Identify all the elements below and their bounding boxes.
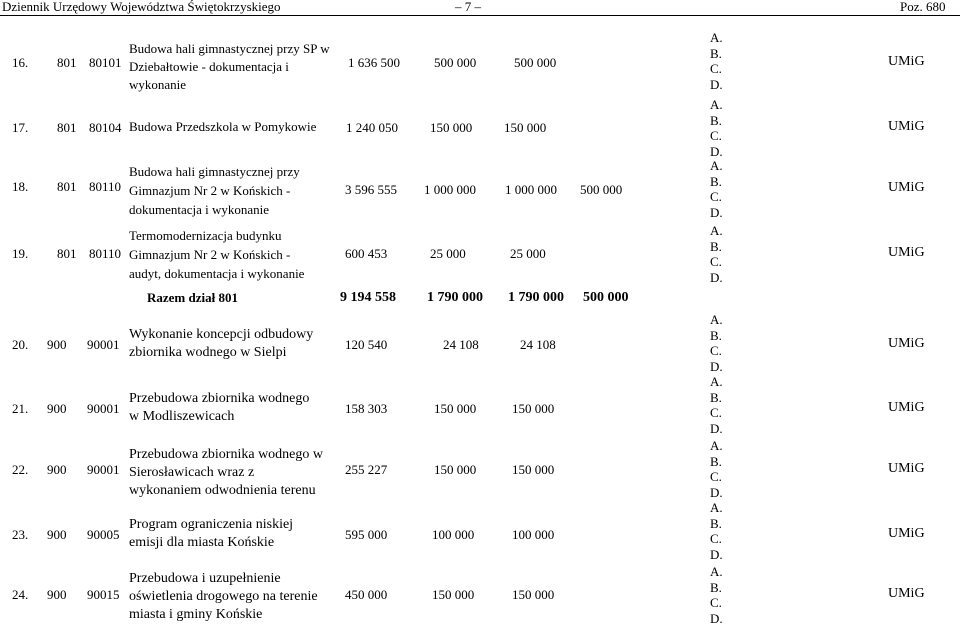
code-a: A. (710, 223, 723, 238)
code-a: A. (710, 374, 723, 389)
task-description: Przebudowa i uzupełnienie oświetlenia drogowego na terenie miasta i gminy Końskie (129, 571, 318, 622)
row-number: 19. (12, 246, 29, 261)
amount-a: 25 000 (430, 246, 466, 261)
dzial: 801 (57, 246, 77, 261)
task-description: Budowa hali gimnastycznej przy Gimnazjum Nr 2 w Końskich - dokumentacja i wykonanie (129, 164, 300, 217)
org-unit: UMiG (888, 461, 925, 476)
total-cost: 158 303 (345, 401, 388, 416)
code-b: B. (710, 238, 722, 254)
amount-b: 150 000 (512, 587, 555, 602)
source-codes (710, 223, 723, 285)
source-codes (710, 97, 723, 159)
total-cost: 595 000 (345, 527, 388, 542)
dzial: 900 (47, 587, 67, 602)
amount-a: 100 000 (432, 527, 475, 542)
amount-c: 500 000 (580, 182, 623, 197)
summary-label: Razem dział 801 (147, 290, 238, 305)
rozdzial: 90001 (87, 337, 120, 352)
code-c: C. (710, 128, 722, 144)
table-row (0, 223, 960, 285)
task-description: Budowa Przedszkola w Pomykowie (129, 119, 317, 134)
source-codes (710, 438, 723, 500)
row-number: 20. (12, 337, 29, 352)
code-c: C. (710, 189, 722, 205)
journal-title: Dziennik Urzędowy Województwa Świętokrzyskiego (2, 0, 281, 14)
org-unit: UMiG (888, 119, 925, 134)
rozdzial: 90005 (87, 527, 120, 542)
task-description: Przebudowa zbiornika wodnego w Modliszewicach (129, 391, 310, 424)
task-description: Program ograniczenia niskiej emisji dla miasta Końskie (129, 517, 294, 550)
header-rule (0, 15, 960, 16)
dzial: 900 (47, 527, 67, 542)
code-a: A. (710, 158, 723, 173)
task-description: Przebudowa zbiornika wodnego w Sierosławicach wraz z wykonaniem odwodnienia terenu (129, 447, 324, 498)
org-unit: UMiG (888, 245, 925, 260)
amount-a: 1 000 000 (424, 182, 476, 197)
row-number: 24. (12, 587, 29, 602)
total-cost: 1 636 500 (348, 55, 400, 70)
code-d: D. (710, 484, 723, 500)
code-c: C. (710, 405, 722, 421)
total-cost: 255 227 (345, 462, 388, 477)
dzial: 900 (47, 462, 67, 477)
page-header (0, 0, 960, 14)
code-b: B. (710, 45, 722, 61)
org-unit: UMiG (888, 336, 925, 351)
org-unit: UMiG (888, 586, 925, 601)
amount-a: 24 108 (443, 337, 479, 352)
amount-b: 500 000 (514, 55, 557, 70)
dzial: 801 (57, 55, 77, 70)
amount-b: 150 000 (512, 462, 555, 477)
code-b: B. (710, 453, 722, 469)
source-codes (710, 30, 723, 92)
summary-a: 1 790 000 (427, 290, 483, 305)
code-a: A. (710, 564, 723, 579)
row-number: 23. (12, 527, 29, 542)
code-b: B. (710, 389, 722, 405)
task-description: Termomodernizacja budynku Gimnazjum Nr 2 w Końskich - audyt, dokumentacja i wykonanie (129, 228, 305, 281)
amount-b: 150 000 (512, 401, 555, 416)
summary-total: 9 194 558 (340, 290, 396, 305)
code-a: A. (710, 30, 723, 45)
org-unit: UMiG (888, 54, 925, 69)
code-b: B. (710, 173, 722, 189)
rozdzial: 80110 (89, 246, 122, 261)
rozdzial: 90015 (87, 587, 120, 602)
table-row (0, 500, 960, 562)
code-c: C. (710, 531, 722, 547)
code-c: C. (710, 61, 722, 77)
amount-a: 150 000 (430, 120, 473, 135)
dzial: 801 (57, 179, 77, 194)
dzial: 900 (47, 401, 67, 416)
code-d: D. (710, 269, 723, 285)
summary-b: 1 790 000 (508, 290, 564, 305)
amount-b: 100 000 (512, 527, 555, 542)
code-c: C. (710, 254, 722, 270)
code-d: D. (710, 76, 723, 92)
code-d: D. (710, 143, 723, 159)
code-a: A. (710, 97, 723, 112)
table-row (0, 30, 960, 94)
amount-a: 500 000 (434, 55, 477, 70)
rozdzial: 80104 (89, 120, 122, 135)
code-a: A. (710, 500, 723, 515)
total-cost: 600 453 (345, 246, 388, 261)
table-row (0, 438, 960, 502)
rozdzial: 80110 (89, 179, 122, 194)
org-unit: UMiG (888, 400, 925, 415)
amount-a: 150 000 (432, 587, 475, 602)
source-codes (710, 500, 723, 562)
page-number: – 7 – (455, 0, 481, 14)
code-b: B. (710, 112, 722, 128)
code-c: C. (710, 595, 722, 611)
code-d: D. (710, 610, 723, 626)
amount-a: 150 000 (434, 401, 477, 416)
source-codes (710, 374, 723, 436)
row-number: 22. (12, 462, 29, 477)
table-row (0, 312, 960, 374)
code-a: A. (710, 438, 723, 453)
code-d: D. (710, 358, 723, 374)
position-number: Poz. 680 (900, 0, 946, 14)
amount-b: 24 108 (520, 337, 556, 352)
row-number: 18. (12, 179, 29, 194)
summary-row (0, 290, 960, 310)
amount-b: 1 000 000 (505, 182, 557, 197)
dzial: 900 (47, 337, 67, 352)
task-description: Budowa hali gimnastycznej przy SP w Dziebałtowie - dokumentacja i wykonanie (129, 41, 330, 92)
org-unit: UMiG (888, 180, 925, 195)
table-row (0, 564, 960, 626)
amount-b: 25 000 (510, 246, 546, 261)
code-d: D. (710, 204, 723, 220)
table-row (0, 97, 960, 159)
amount-b: 150 000 (504, 120, 547, 135)
code-c: C. (710, 469, 722, 485)
code-b: B. (710, 327, 722, 343)
total-cost: 3 596 555 (345, 182, 397, 197)
rozdzial: 90001 (87, 401, 120, 416)
org-unit: UMiG (888, 526, 925, 541)
amount-a: 150 000 (434, 462, 477, 477)
dzial: 801 (57, 120, 77, 135)
code-d: D. (710, 546, 723, 562)
total-cost: 450 000 (345, 587, 388, 602)
source-codes (710, 158, 723, 220)
table-row (0, 158, 960, 220)
code-d: D. (710, 420, 723, 436)
code-c: C. (710, 343, 722, 359)
task-description: Wykonanie koncepcji odbudowy zbiornika wodnego w Sielpi (129, 327, 314, 360)
code-b: B. (710, 515, 722, 531)
summary-c: 500 000 (583, 290, 629, 305)
row-number: 21. (12, 401, 29, 416)
source-codes (710, 564, 723, 626)
row-number: 17. (12, 120, 29, 135)
code-b: B. (710, 579, 722, 595)
total-cost: 120 540 (345, 337, 388, 352)
total-cost: 1 240 050 (346, 120, 398, 135)
code-a: A. (710, 312, 723, 327)
rozdzial: 80101 (89, 55, 122, 70)
row-number: 16. (12, 55, 29, 70)
source-codes (710, 312, 723, 374)
rozdzial: 90001 (87, 462, 120, 477)
table-row (0, 374, 960, 436)
